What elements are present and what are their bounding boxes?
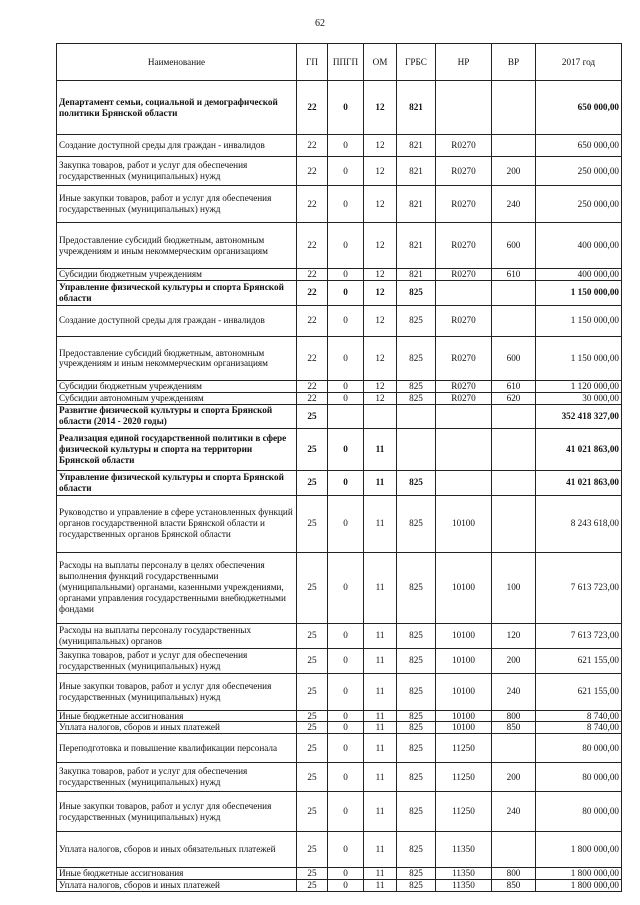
cell-amount: 1 800 000,00 [536, 868, 622, 880]
cell-nr: R0270 [436, 336, 492, 380]
table-row [57, 495, 622, 552]
cell-grbs: 821 [397, 223, 436, 269]
cell-gp: 25 [297, 470, 328, 495]
page-number: 62 [315, 18, 325, 29]
cell-vr [492, 428, 536, 470]
cell-grbs [397, 428, 436, 470]
cell-gp: 22 [297, 223, 328, 269]
cell-ppgp: 0 [328, 269, 364, 281]
cell-grbs: 821 [397, 269, 436, 281]
cell-ppgp: 0 [328, 157, 364, 186]
table-row [57, 223, 622, 269]
cell-gp: 22 [297, 269, 328, 281]
cell-vr [492, 734, 536, 763]
cell-nr: 10100 [436, 495, 492, 552]
cell-ppgp: 0 [328, 880, 364, 892]
cell-name: Переподготовка и повышение квалификации персонала [57, 734, 297, 763]
cell-ppgp: 0 [328, 186, 364, 223]
cell-amount: 1 120 000,00 [536, 380, 622, 392]
cell-ppgp: 0 [328, 673, 364, 710]
cell-grbs: 825 [397, 392, 436, 404]
cell-ppgp: 0 [328, 81, 364, 135]
cell-ppgp: 0 [328, 495, 364, 552]
cell-name: Управление физической культуры и спорта Брянской области [57, 280, 297, 305]
cell-grbs: 825 [397, 880, 436, 892]
cell-grbs: 825 [397, 305, 436, 336]
cell-gp: 25 [297, 734, 328, 763]
cell-name: Департамент семьи, социальной и демографической политики Брянской области [57, 81, 297, 135]
cell-vr: 800 [492, 710, 536, 722]
cell-ppgp: 0 [328, 868, 364, 880]
table-row [57, 868, 622, 880]
cell-ppgp: 0 [328, 734, 364, 763]
table-row [57, 710, 622, 722]
cell-grbs: 825 [397, 552, 436, 623]
table-row [57, 428, 622, 470]
cell-om: 11 [364, 673, 397, 710]
cell-name: Расходы на выплаты персоналу государственных (муниципальных) органов [57, 623, 297, 648]
cell-vr [492, 495, 536, 552]
cell-vr: 610 [492, 269, 536, 281]
cell-vr [492, 280, 536, 305]
cell-name: Закупка товаров, работ и услуг для обеспечения государственных (муниципальных) нужд [57, 157, 297, 186]
cell-vr: 850 [492, 722, 536, 734]
cell-gp: 22 [297, 81, 328, 135]
column-header: ОМ [364, 44, 397, 81]
cell-gp: 25 [297, 722, 328, 734]
cell-nr: 10100 [436, 552, 492, 623]
table-row [57, 734, 622, 763]
cell-gp: 25 [297, 710, 328, 722]
cell-om: 12 [364, 81, 397, 135]
cell-om: 12 [364, 223, 397, 269]
cell-amount: 250 000,00 [536, 186, 622, 223]
table-header-row [57, 44, 622, 81]
cell-nr: 10100 [436, 710, 492, 722]
cell-vr: 240 [492, 673, 536, 710]
cell-nr: 10100 [436, 673, 492, 710]
cell-nr: R0270 [436, 269, 492, 281]
cell-nr [436, 404, 492, 428]
cell-grbs: 821 [397, 135, 436, 157]
table-row [57, 880, 622, 892]
table-row [57, 673, 622, 710]
cell-amount: 8 740,00 [536, 722, 622, 734]
cell-amount: 621 155,00 [536, 648, 622, 673]
cell-vr: 120 [492, 623, 536, 648]
cell-vr: 600 [492, 336, 536, 380]
cell-nr [436, 280, 492, 305]
cell-vr [492, 305, 536, 336]
cell-vr [492, 470, 536, 495]
cell-vr [492, 81, 536, 135]
cell-amount: 400 000,00 [536, 269, 622, 281]
cell-gp: 22 [297, 380, 328, 392]
cell-om: 11 [364, 832, 397, 868]
cell-nr: 11250 [436, 734, 492, 763]
cell-amount: 7 613 723,00 [536, 552, 622, 623]
cell-gp: 22 [297, 392, 328, 404]
column-header: Наименование [57, 44, 297, 81]
cell-grbs: 825 [397, 868, 436, 880]
cell-amount: 41 021 863,00 [536, 470, 622, 495]
cell-name: Иные закупки товаров, работ и услуг для обеспечения государственных (муниципальных) нужд [57, 186, 297, 223]
cell-grbs: 825 [397, 380, 436, 392]
cell-vr: 610 [492, 380, 536, 392]
cell-om: 12 [364, 380, 397, 392]
cell-om: 12 [364, 305, 397, 336]
cell-om: 11 [364, 734, 397, 763]
column-header: 2017 год [536, 44, 622, 81]
cell-amount: 250 000,00 [536, 157, 622, 186]
cell-grbs: 825 [397, 710, 436, 722]
table-row [57, 648, 622, 673]
cell-grbs: 825 [397, 734, 436, 763]
cell-ppgp: 0 [328, 722, 364, 734]
cell-ppgp: 0 [328, 305, 364, 336]
cell-vr: 200 [492, 763, 536, 792]
table-row [57, 305, 622, 336]
table-row [57, 722, 622, 734]
cell-gp: 25 [297, 648, 328, 673]
cell-name: Субсидии бюджетным учреждениям [57, 269, 297, 281]
cell-gp: 25 [297, 832, 328, 868]
table-row [57, 623, 622, 648]
cell-om: 11 [364, 648, 397, 673]
cell-name: Предоставление субсидий бюджетным, автономным учреждениям и иным некоммерческим организациям [57, 223, 297, 269]
cell-nr [436, 81, 492, 135]
cell-nr: 11350 [436, 868, 492, 880]
column-header: ВР [492, 44, 536, 81]
cell-gp: 25 [297, 880, 328, 892]
cell-name: Закупка товаров, работ и услуг для обеспечения государственных (муниципальных) нужд [57, 648, 297, 673]
cell-gp: 22 [297, 157, 328, 186]
cell-name: Субсидии бюджетным учреждениям [57, 380, 297, 392]
cell-amount: 352 418 327,00 [536, 404, 622, 428]
column-header: НР [436, 44, 492, 81]
cell-gp: 22 [297, 135, 328, 157]
cell-ppgp: 0 [328, 623, 364, 648]
cell-gp: 25 [297, 495, 328, 552]
cell-name: Реализация единой государственной политики в сфере физической культуры и спорта на территории Брянской области [57, 428, 297, 470]
table-row [57, 186, 622, 223]
cell-ppgp: 0 [328, 710, 364, 722]
cell-om: 11 [364, 792, 397, 832]
cell-gp: 22 [297, 305, 328, 336]
cell-vr: 100 [492, 552, 536, 623]
cell-name: Иные бюджетные ассигнования [57, 710, 297, 722]
table-row [57, 763, 622, 792]
cell-ppgp [328, 404, 364, 428]
cell-nr: R0270 [436, 135, 492, 157]
cell-om: 11 [364, 552, 397, 623]
cell-name: Уплата налогов, сборов и иных обязательных платежей [57, 832, 297, 868]
cell-grbs: 825 [397, 792, 436, 832]
table-row [57, 269, 622, 281]
cell-name: Субсидии автономным учреждениям [57, 392, 297, 404]
cell-ppgp: 0 [328, 792, 364, 832]
cell-nr: 10100 [436, 648, 492, 673]
table-row [57, 336, 622, 380]
column-header: ППГП [328, 44, 364, 81]
cell-ppgp: 0 [328, 223, 364, 269]
cell-amount: 41 021 863,00 [536, 428, 622, 470]
cell-nr: 10100 [436, 722, 492, 734]
cell-amount: 1 150 000,00 [536, 336, 622, 380]
cell-ppgp: 0 [328, 280, 364, 305]
cell-ppgp: 0 [328, 832, 364, 868]
cell-name: Иные закупки товаров, работ и услуг для обеспечения государственных (муниципальных) нужд [57, 673, 297, 710]
table-row [57, 552, 622, 623]
cell-grbs: 825 [397, 722, 436, 734]
table-row [57, 792, 622, 832]
cell-grbs: 825 [397, 648, 436, 673]
cell-nr: 11250 [436, 763, 492, 792]
cell-nr: R0270 [436, 392, 492, 404]
cell-gp: 25 [297, 868, 328, 880]
cell-amount: 1 150 000,00 [536, 280, 622, 305]
cell-om: 11 [364, 623, 397, 648]
cell-ppgp: 0 [328, 135, 364, 157]
cell-name: Управление физической культуры и спорта Брянской области [57, 470, 297, 495]
cell-gp: 25 [297, 673, 328, 710]
cell-gp: 22 [297, 186, 328, 223]
cell-gp: 25 [297, 404, 328, 428]
cell-nr: 11350 [436, 832, 492, 868]
cell-name: Уплата налогов, сборов и иных платежей [57, 880, 297, 892]
cell-vr: 240 [492, 792, 536, 832]
cell-name: Расходы на выплаты персоналу в целях обеспечения выполнения функций государственными (муниципальными) органами, казенными учреждениями, органами управления государственными внебюджетными фондами [57, 552, 297, 623]
cell-om: 12 [364, 157, 397, 186]
table-row [57, 135, 622, 157]
cell-amount: 650 000,00 [536, 81, 622, 135]
cell-vr [492, 135, 536, 157]
cell-amount: 1 800 000,00 [536, 880, 622, 892]
cell-ppgp: 0 [328, 428, 364, 470]
cell-name: Развитие физической культуры и спорта Брянской области (2014 - 2020 годы) [57, 404, 297, 428]
cell-amount: 7 613 723,00 [536, 623, 622, 648]
cell-vr: 600 [492, 223, 536, 269]
cell-ppgp: 0 [328, 763, 364, 792]
cell-gp: 25 [297, 623, 328, 648]
cell-grbs: 825 [397, 280, 436, 305]
cell-grbs: 825 [397, 336, 436, 380]
cell-grbs [397, 404, 436, 428]
cell-nr: 11350 [436, 880, 492, 892]
cell-om: 12 [364, 135, 397, 157]
cell-amount: 80 000,00 [536, 734, 622, 763]
cell-nr: R0270 [436, 380, 492, 392]
table-row [57, 157, 622, 186]
cell-nr: R0270 [436, 305, 492, 336]
cell-nr: R0270 [436, 157, 492, 186]
cell-ppgp: 0 [328, 392, 364, 404]
cell-name: Создание доступной среды для граждан - инвалидов [57, 305, 297, 336]
cell-grbs: 825 [397, 832, 436, 868]
cell-gp: 25 [297, 763, 328, 792]
cell-grbs: 825 [397, 673, 436, 710]
cell-grbs: 821 [397, 186, 436, 223]
cell-ppgp: 0 [328, 336, 364, 380]
cell-vr: 850 [492, 880, 536, 892]
cell-grbs: 821 [397, 81, 436, 135]
cell-om [364, 404, 397, 428]
cell-vr [492, 404, 536, 428]
cell-amount: 1 800 000,00 [536, 832, 622, 868]
cell-amount: 80 000,00 [536, 792, 622, 832]
cell-grbs: 825 [397, 470, 436, 495]
cell-om: 11 [364, 428, 397, 470]
cell-om: 11 [364, 495, 397, 552]
cell-vr: 200 [492, 648, 536, 673]
cell-name: Руководство и управление в сфере установленных функций органов государственной власти Брянской области и государственных органов Брянской области [57, 495, 297, 552]
table-row [57, 280, 622, 305]
cell-vr: 200 [492, 157, 536, 186]
cell-name: Уплата налогов, сборов и иных платежей [57, 722, 297, 734]
cell-om: 11 [364, 470, 397, 495]
cell-om: 11 [364, 710, 397, 722]
cell-gp: 22 [297, 336, 328, 380]
cell-nr: R0270 [436, 223, 492, 269]
cell-vr [492, 832, 536, 868]
cell-ppgp: 0 [328, 470, 364, 495]
cell-ppgp: 0 [328, 552, 364, 623]
cell-ppgp: 0 [328, 380, 364, 392]
column-header: ГРБС [397, 44, 436, 81]
table-row [57, 380, 622, 392]
cell-amount: 621 155,00 [536, 673, 622, 710]
table-row [57, 404, 622, 428]
cell-om: 12 [364, 280, 397, 305]
cell-nr [436, 428, 492, 470]
cell-nr: 10100 [436, 623, 492, 648]
cell-om: 12 [364, 336, 397, 380]
cell-grbs: 825 [397, 623, 436, 648]
cell-name: Создание доступной среды для граждан - инвалидов [57, 135, 297, 157]
cell-om: 11 [364, 868, 397, 880]
cell-vr: 620 [492, 392, 536, 404]
cell-gp: 25 [297, 792, 328, 832]
cell-om: 12 [364, 392, 397, 404]
table-row [57, 392, 622, 404]
cell-nr [436, 470, 492, 495]
cell-amount: 1 150 000,00 [536, 305, 622, 336]
table-row [57, 832, 622, 868]
cell-name: Иные закупки товаров, работ и услуг для обеспечения государственных (муниципальных) нужд [57, 792, 297, 832]
cell-gp: 25 [297, 428, 328, 470]
cell-name: Иные бюджетные ассигнования [57, 868, 297, 880]
cell-amount: 30 000,00 [536, 392, 622, 404]
cell-amount: 400 000,00 [536, 223, 622, 269]
cell-om: 11 [364, 763, 397, 792]
cell-nr: R0270 [436, 186, 492, 223]
cell-vr: 800 [492, 868, 536, 880]
table-row [57, 81, 622, 135]
cell-grbs: 825 [397, 763, 436, 792]
cell-om: 12 [364, 186, 397, 223]
cell-gp: 22 [297, 280, 328, 305]
cell-om: 11 [364, 880, 397, 892]
cell-amount: 8 740,00 [536, 710, 622, 722]
cell-name: Предоставление субсидий бюджетным, автономным учреждениям и иным некоммерческим организациям [57, 336, 297, 380]
cell-gp: 25 [297, 552, 328, 623]
cell-grbs: 825 [397, 495, 436, 552]
cell-amount: 8 243 618,00 [536, 495, 622, 552]
column-header: ГП [297, 44, 328, 81]
cell-grbs: 821 [397, 157, 436, 186]
cell-name: Закупка товаров, работ и услуг для обеспечения государственных (муниципальных) нужд [57, 763, 297, 792]
cell-om: 11 [364, 722, 397, 734]
table-row [57, 470, 622, 495]
cell-ppgp: 0 [328, 648, 364, 673]
cell-amount: 650 000,00 [536, 135, 622, 157]
cell-om: 12 [364, 269, 397, 281]
cell-vr: 240 [492, 186, 536, 223]
cell-nr: 11250 [436, 792, 492, 832]
cell-amount: 80 000,00 [536, 763, 622, 792]
budget-table [56, 43, 622, 892]
